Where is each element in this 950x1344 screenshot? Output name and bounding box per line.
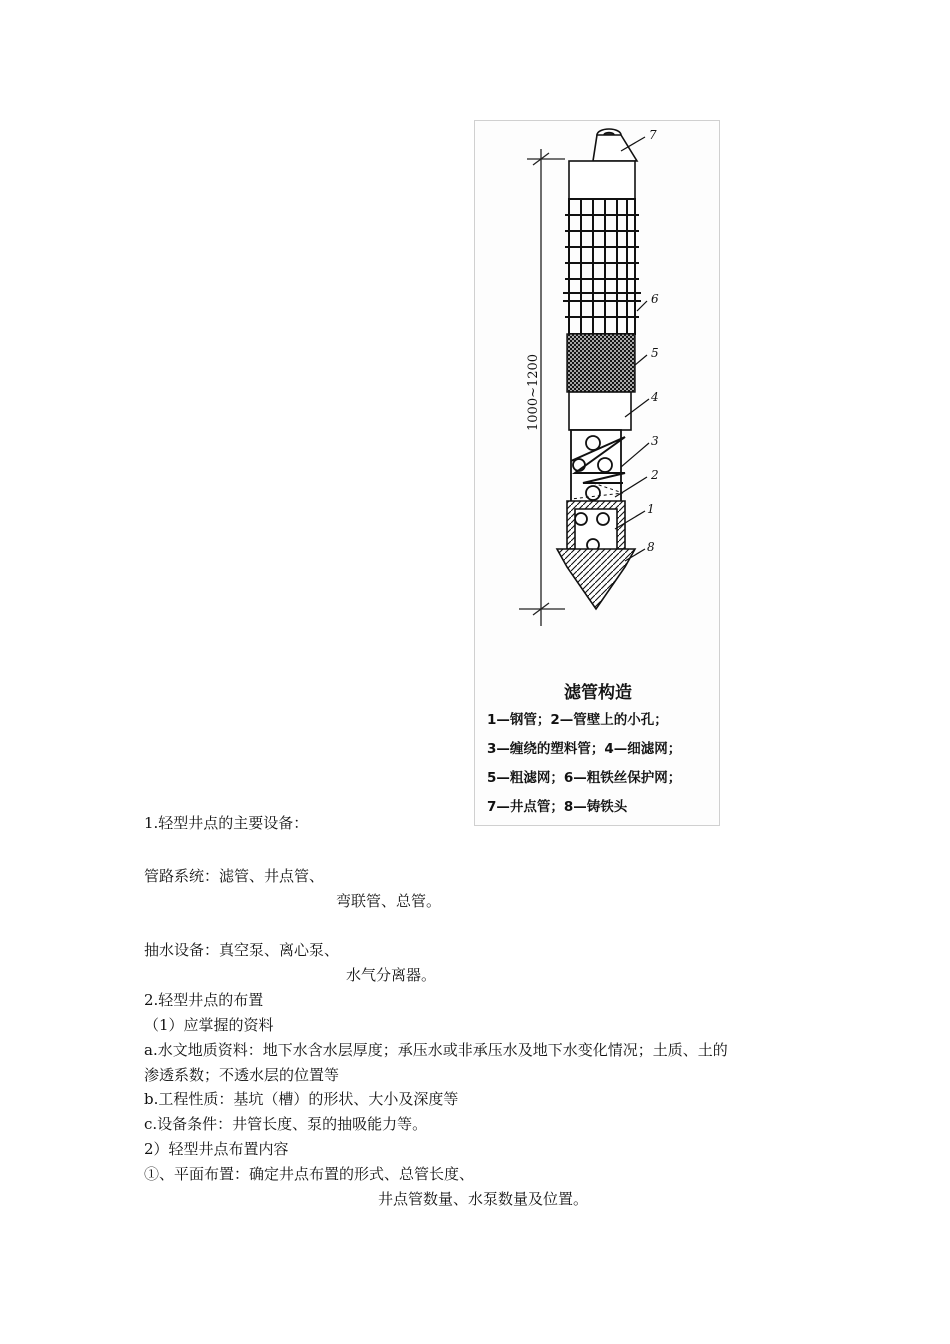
dimension-label: 1000~1200 — [526, 353, 541, 431]
item-c-equipment: c.设备条件：井管长度、泵的抽吸能力等。 — [144, 1115, 428, 1133]
pump-equipment-continuation: 水气分离器。 — [346, 966, 437, 984]
legend-line-1: 1—钢管；2—管壁上的小孔； — [487, 712, 668, 728]
pipe-system-line: 管路系统：滤管、井点管、 — [144, 867, 325, 885]
item-a-continuation: 渗透系数；不透水层的位置等 — [144, 1066, 340, 1084]
plan-layout-continuation: 井点管数量、水泵数量及位置。 — [378, 1190, 589, 1208]
filter-mesh — [567, 334, 635, 392]
item-a-hydrogeology: a.水文地质资料：地下水含水层厚度；承压水或非承压水及地下水变化情况；土质、土的 — [144, 1041, 728, 1059]
part-number-1: 1 — [647, 502, 655, 516]
item-b-engineering: b.工程性质：基坑（槽）的形状、大小及深度等 — [144, 1090, 459, 1108]
section-heading-layout: 2.轻型井点的布置 — [144, 991, 264, 1009]
section-heading-equipment: 1.轻型井点的主要设备： — [144, 814, 309, 832]
legend-line-3: 5—粗滤网；6—粗铁丝保护网； — [487, 770, 682, 786]
part-number-2: 2 — [651, 468, 659, 482]
part-number-4: 4 — [651, 390, 659, 404]
pump-equipment-line: 抽水设备：真空泵、离心泵、 — [144, 941, 340, 959]
legend-line-4: 7—井点管；8—铸铁头 — [487, 799, 628, 815]
part-number-3: 3 — [651, 434, 659, 448]
part-number-5: 5 — [651, 346, 659, 360]
part-number-7: 7 — [649, 128, 657, 142]
part-number-6: 6 — [651, 292, 659, 306]
subheading-required-data: （1）应掌握的资料 — [144, 1016, 274, 1034]
legend-line-2: 3—缠绕的塑料管；4—细滤网； — [487, 741, 682, 757]
subheading-layout-content: 2）轻型井点布置内容 — [144, 1140, 289, 1158]
well-point-pipe — [569, 129, 637, 199]
filter-pipe-figure — [474, 120, 720, 826]
coarse-wire-mesh — [563, 199, 641, 334]
fine-filter-section — [569, 392, 631, 430]
steel-pipe — [571, 430, 621, 551]
pipe-system-continuation: 弯联管、总管。 — [336, 892, 442, 910]
figure-title: 滤管构造 — [564, 683, 632, 703]
filter-pipe-diagram — [475, 121, 721, 681]
part-number-8: 8 — [647, 540, 655, 554]
plan-layout-line: ①、平面布置：确定井点布置的形式、总管长度、 — [144, 1165, 475, 1183]
